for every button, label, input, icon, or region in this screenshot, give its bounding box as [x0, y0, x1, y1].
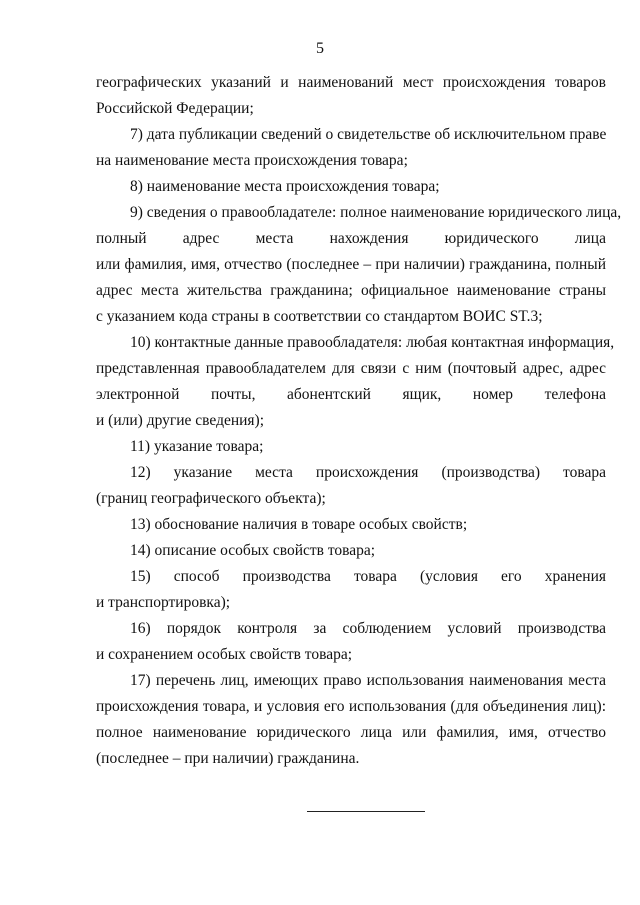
- text-line: адрес места жительства гражданина; официальное наименование страны: [96, 282, 606, 299]
- list-item-12: [96, 460, 606, 512]
- list-item-16: [96, 616, 606, 668]
- end-of-text-rule: [307, 811, 425, 812]
- text-line: 8) наименование места происхождения товара;: [130, 178, 440, 195]
- text-line: и сохранением особых свойств товара;: [96, 646, 353, 663]
- text-line: Российской Федерации;: [96, 100, 254, 117]
- list-item-10: [96, 330, 615, 434]
- paragraph-continuation: [96, 70, 606, 122]
- text-line: на наименование места происхождения товара;: [96, 152, 408, 169]
- text-line: с указанием кода страны в соответствии со стандартом ВОИС ST.3;: [96, 308, 543, 325]
- text-line: 17) перечень лиц, имеющих право использования наименования места: [130, 672, 606, 689]
- list-item-17: [96, 668, 606, 772]
- text-line: 12) указание места происхождения (производства) товара: [130, 464, 606, 481]
- text-line: (последнее – при наличии) гражданина.: [96, 750, 360, 767]
- text-line: происхождения товара, и условия его использования (для объединения лиц):: [96, 698, 606, 715]
- document-body: [96, 70, 622, 772]
- list-item-11: [96, 434, 606, 460]
- text-line: 9) сведения о правообладателе: полное наименование юридического лица,: [130, 204, 622, 221]
- list-item-14: [96, 538, 606, 564]
- text-line: 11) указание товара;: [130, 438, 264, 455]
- list-item-8: [96, 174, 606, 200]
- text-line: 10) контактные данные правообладателя: любая контактная информация,: [130, 334, 615, 351]
- text-line: 13) обоснование наличия в товаре особых свойств;: [130, 516, 468, 533]
- list-item-7: [96, 122, 606, 174]
- list-item-13: [96, 512, 606, 538]
- text-line: полный адрес места нахождения юридического лица: [96, 230, 606, 247]
- text-line: и (или) другие сведения);: [96, 412, 265, 429]
- text-line: (границ географического объекта);: [96, 490, 326, 507]
- text-line: или фамилия, имя, отчество (последнее – при наличии) гражданина, полный: [96, 256, 606, 273]
- text-line: представленная правообладателем для связи с ним (почтовый адрес, адрес: [96, 360, 606, 377]
- text-line: полное наименование юридического лица или фамилия, имя, отчество: [96, 724, 606, 741]
- text-line: 15) способ производства товара (условия его хранения: [130, 568, 606, 585]
- text-line: 16) порядок контроля за соблюдением условий производства: [130, 620, 606, 637]
- text-line: 14) описание особых свойств товара;: [130, 542, 376, 559]
- text-line: географических указаний и наименований мест происхождения товаров: [96, 74, 606, 91]
- text-line: и транспортировка);: [96, 594, 231, 611]
- text-line: 7) дата публикации сведений о свидетельстве об исключительном праве: [130, 126, 607, 143]
- text-line: электронной почты, абонентский ящик, номер телефона: [96, 386, 606, 403]
- list-item-15: [96, 564, 606, 616]
- list-item-9: [96, 200, 622, 330]
- page-number: 5: [316, 40, 324, 57]
